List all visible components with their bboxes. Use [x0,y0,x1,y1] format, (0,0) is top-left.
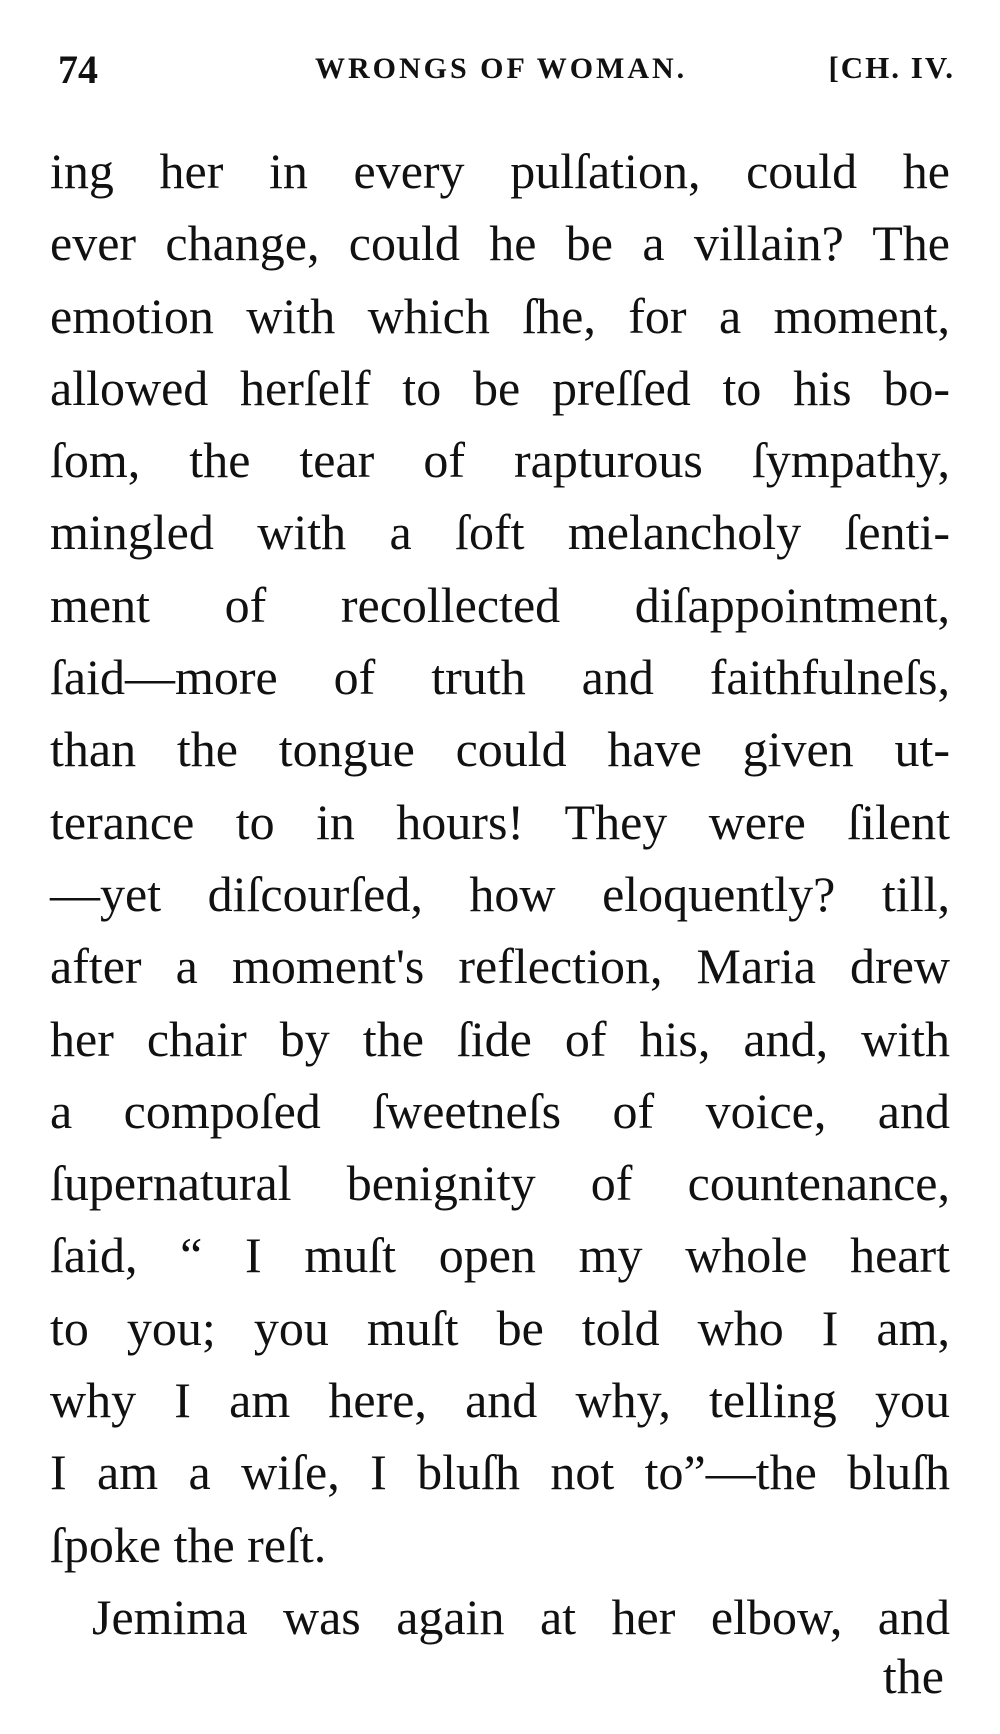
text-line: after a moment's reflection, Maria drew [50,938,950,995]
text-line: ment of recollected diſappointment, [50,576,950,633]
text-line: to you; you muſt be told who I am, [50,1299,950,1356]
body-text [50,135,950,1653]
catchword: the [882,1648,944,1704]
text-line: than the tongue could have given ut- [50,721,950,778]
running-title: WRONGS OF WOMAN. [315,52,688,85]
text-line: terance to in hours! They were ſilent [50,793,950,850]
text-line: ſaid—more of truth and faithfulneſs, [50,649,950,706]
text-line: her chair by the ſide of his, and, with [50,1010,950,1067]
text-line: a compoſed ſweetneſs of voice, and [50,1082,950,1139]
paragraph-start-line: Jemima was again at her elbow, and [92,1588,950,1645]
text-line: ſpoke the reſt. [50,1516,327,1573]
text-line: I am a wiſe, I bluſh not to”—the bluſh [50,1444,950,1501]
text-line: ever change, could he be a villain? The [50,215,950,272]
chapter-mark: [CH. IV. [828,50,955,85]
text-line: ing her in every pulſation, could he [50,143,950,199]
text-line: emotion with which ſhe, for a moment, [50,287,950,344]
page-number: 74 [58,47,98,92]
text-line: —yet diſcourſed, how eloquently? till, [50,865,950,922]
text-line: mingled with a ſoft melancholy ſenti- [50,504,950,561]
text-line: ſaid, “ I muſt open my whole heart [50,1227,950,1284]
page-header [50,46,955,102]
text-line: ſom, the tear of rapturous ſympathy, [50,432,950,489]
text-line: ſupernatural benignity of countenance, [50,1155,950,1212]
text-line: why I am here, and why, telling you [50,1372,950,1429]
text-line: allowed herſelf to be preſſed to his bo- [50,359,950,416]
